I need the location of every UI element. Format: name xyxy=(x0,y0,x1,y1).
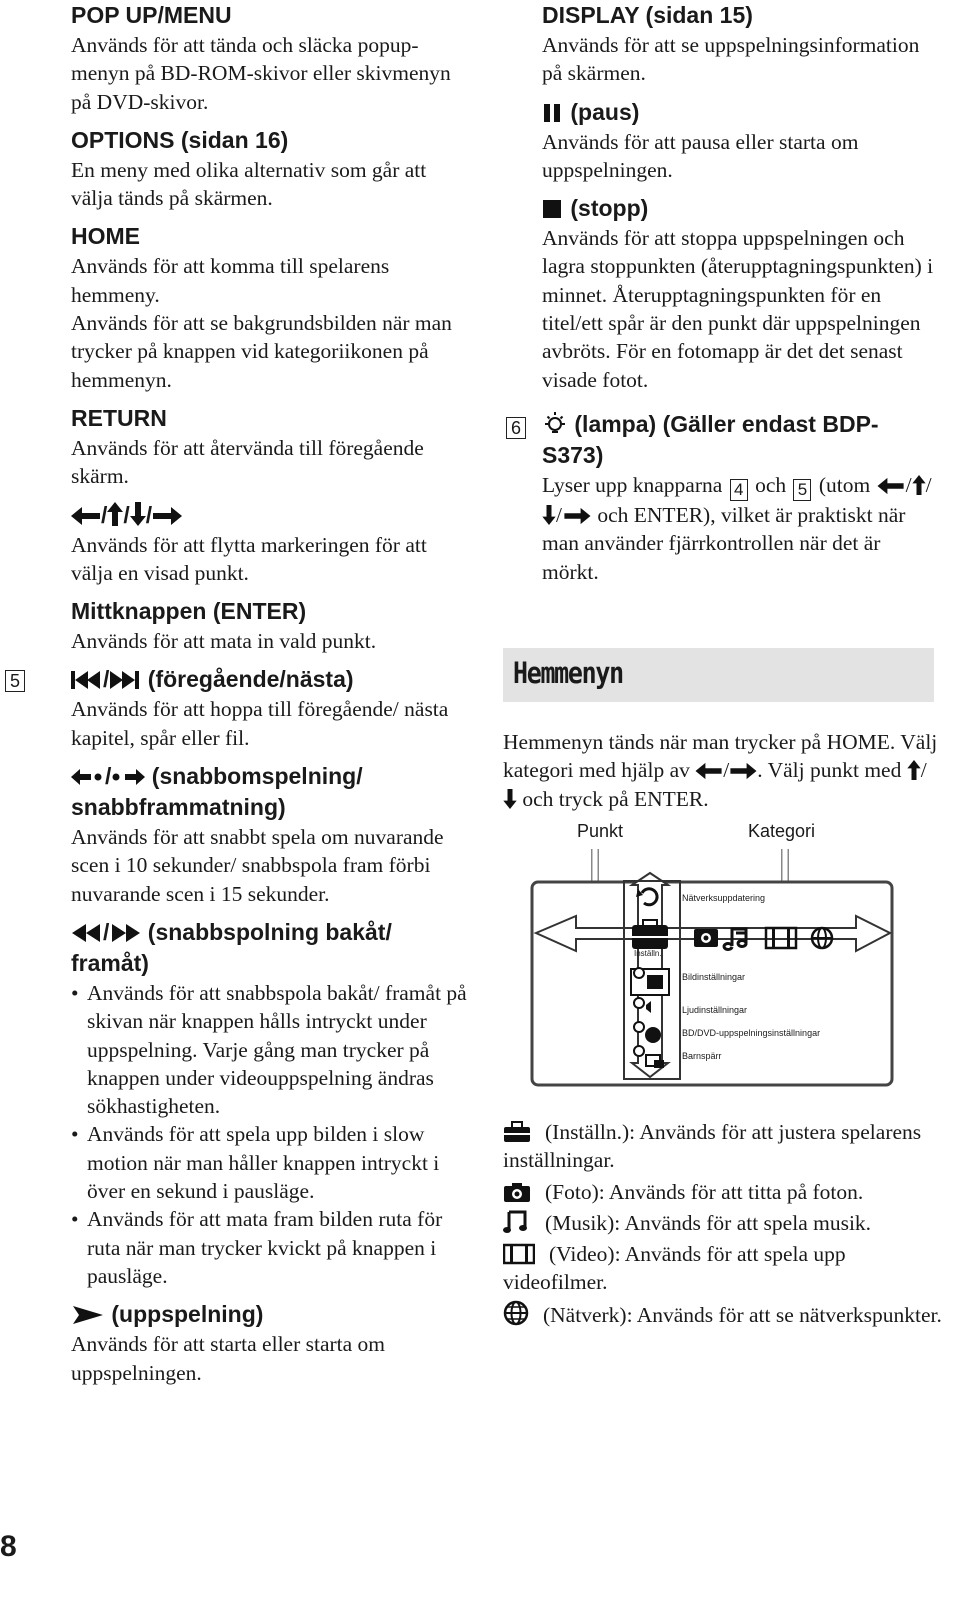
scan-bullet-1: • Används för att snabbspola bakåt/ framåt på skivan när knappen hålls intryckt under uppspelning. Varje gång man trycker på knappen under videouppspelning ändras sökhastigheten. xyxy=(71,979,471,1120)
fast-forward-icon xyxy=(109,923,141,943)
menu-item-audio: Ljudinställningar xyxy=(682,1005,748,1015)
popup-menu-heading: POP UP/MENU xyxy=(71,2,232,28)
arrows-heading: / / / xyxy=(71,500,471,531)
arrow-down-icon xyxy=(503,789,517,809)
scan-heading: / (snabbspolning bakåt/ framåt) xyxy=(71,918,392,976)
enter-text: Används för att mata in vald punkt. xyxy=(71,629,377,654)
item-number-5: 5 xyxy=(5,670,25,692)
return-heading: RETURN xyxy=(71,404,167,431)
toolbox-icon xyxy=(503,1121,531,1143)
film-icon xyxy=(503,1243,535,1265)
prev-next-heading: / (föregående/nästa) xyxy=(71,664,471,695)
play-text: Används för att starta eller starta om uppspelningen. xyxy=(71,1332,386,1385)
arrow-left-icon xyxy=(695,762,723,780)
home-menu-intro: Hemmenyn tänds när man trycker på HOME. Välj kategori med hjälp av / . Välj punkt med / och tryck på ENTER. xyxy=(503,730,938,811)
pause-heading: (paus) xyxy=(542,97,934,128)
legend-settings: (Inställn.): Används för att justera spelarens inställningar. xyxy=(503,1120,922,1173)
instant-replay-icon xyxy=(71,767,105,787)
next-icon xyxy=(109,670,141,690)
stop-text: Används för att stoppa uppspelningen och lagra stoppunkten (återupptagningspunkten) i minnet. Återupptagningspunkten för en titel/ett spår är den punkt där uppspelningen avbröts. För en fotomapp är det det senast visade fotot. xyxy=(542,226,934,392)
scan-bullet-2: • Används för att spela upp bilden i slow motion när man håller knappen intryckt i över en sekund i pausläge. xyxy=(71,1120,471,1205)
globe-icon xyxy=(503,1300,529,1326)
home-text-1: Används för att komma till spelarens hemmeny. xyxy=(71,254,390,307)
display-text: Används för att se uppspelningsinformation på skärmen. xyxy=(542,33,920,86)
rewind-icon xyxy=(71,923,103,943)
settings-caption: Inställn. xyxy=(634,949,662,958)
menu-item-picture: Bildinställningar xyxy=(682,972,746,982)
play-icon xyxy=(71,1305,105,1325)
arrows-text: Används för att flytta markeringen för att välja en visad punkt. xyxy=(71,532,427,585)
options-text: En meny med olika alternativ som går att välja tänds på skärmen. xyxy=(71,157,427,211)
arrow-down-icon xyxy=(542,505,556,525)
legend-network: (Nätverk): Används för att se nätverkspunkter. xyxy=(503,1300,943,1329)
music-note-icon xyxy=(503,1210,531,1234)
pause-icon xyxy=(542,103,564,123)
camera-icon xyxy=(503,1181,531,1203)
popup-menu-text: Används för att tända och släcka popup-menyn på BD-ROM-skivor eller skivmenyn på DVD-skivor. xyxy=(71,33,451,114)
menu-top-item: Nätverksuppdatering xyxy=(682,893,766,903)
menu-item-parental: Barnspärr xyxy=(682,1051,722,1061)
arrow-left-icon xyxy=(71,506,101,526)
display-heading: DISPLAY (sidan 15) xyxy=(542,2,753,28)
instant-advance-icon xyxy=(111,767,145,787)
section-banner xyxy=(503,648,934,702)
enter-heading: Mittknappen (ENTER) xyxy=(71,598,307,625)
menu-item-playback: BD/DVD-uppspelningsinställningar xyxy=(682,1028,821,1038)
arrow-left-icon xyxy=(876,477,906,495)
arrow-right-icon xyxy=(152,506,182,526)
home-menu-diagram xyxy=(500,815,940,1095)
arrow-right-icon xyxy=(562,507,592,525)
legend-music: (Musik): Används för att spela musik. xyxy=(503,1209,943,1237)
previous-icon xyxy=(71,670,103,690)
scan-bullet-3: • Används för att mata fram bilden ruta för ruta när man trycker kvickt på knappen i pausläge. xyxy=(71,1205,471,1290)
home-heading: HOME xyxy=(71,223,140,250)
arrow-down-icon xyxy=(130,502,146,526)
legend-photo: (Foto): Används för att titta på foton. xyxy=(503,1178,943,1206)
lamp-heading: (lampa) (Gäller endast BDP-S373) xyxy=(542,410,879,468)
section-title: Hemmenyn xyxy=(513,656,623,690)
pause-text: Används för att pausa eller starta om uppspelningen. xyxy=(542,129,859,182)
key-box-4: 4 xyxy=(730,479,748,501)
home-text-2: Används för att se bakgrundsbilden när man trycker på knappen vid kategoriikonen på hemmenyn. xyxy=(71,311,452,392)
prev-next-text: Används för att hoppa till föregående/ nästa kapitel, spår eller fil. xyxy=(71,697,449,750)
diagram-label-item: Punkt xyxy=(577,821,624,841)
lamp-icon xyxy=(542,411,568,435)
item-number-6: 6 xyxy=(506,417,526,439)
key-box-5: 5 xyxy=(793,479,811,501)
arrow-up-icon xyxy=(912,475,926,495)
options-heading: OPTIONS (sidan 16) xyxy=(71,126,289,153)
play-heading: (uppspelning) xyxy=(71,1299,471,1330)
category-legend xyxy=(503,1118,943,1329)
replay-heading: / (snabbomspelning/ snabbframmatning) xyxy=(71,763,363,821)
arrow-right-icon xyxy=(729,762,757,780)
stop-heading: (stopp) xyxy=(542,193,934,224)
lamp-text: Lyser upp knapparna 4 och 5 (utom / // och ENTER), vilket är praktiskt när man använder fjärrkontrollen när det är mörkt. xyxy=(542,472,932,584)
arrow-up-icon xyxy=(907,760,921,780)
diagram-label-category: Kategori xyxy=(748,821,816,841)
page-number: 8 xyxy=(0,1530,17,1563)
stop-icon xyxy=(542,199,564,219)
return-text: Används för att återvända till föregående skärm. xyxy=(71,435,424,489)
arrow-up-icon xyxy=(107,502,123,526)
replay-text: Används för att snabbt spela om nuvarande scen i 10 sekunder/ snabbspola fram förbi nuvarande scen i 15 sekunder. xyxy=(71,825,444,906)
legend-video: (Video): Används för att spela upp videofilmer. xyxy=(503,1242,846,1295)
